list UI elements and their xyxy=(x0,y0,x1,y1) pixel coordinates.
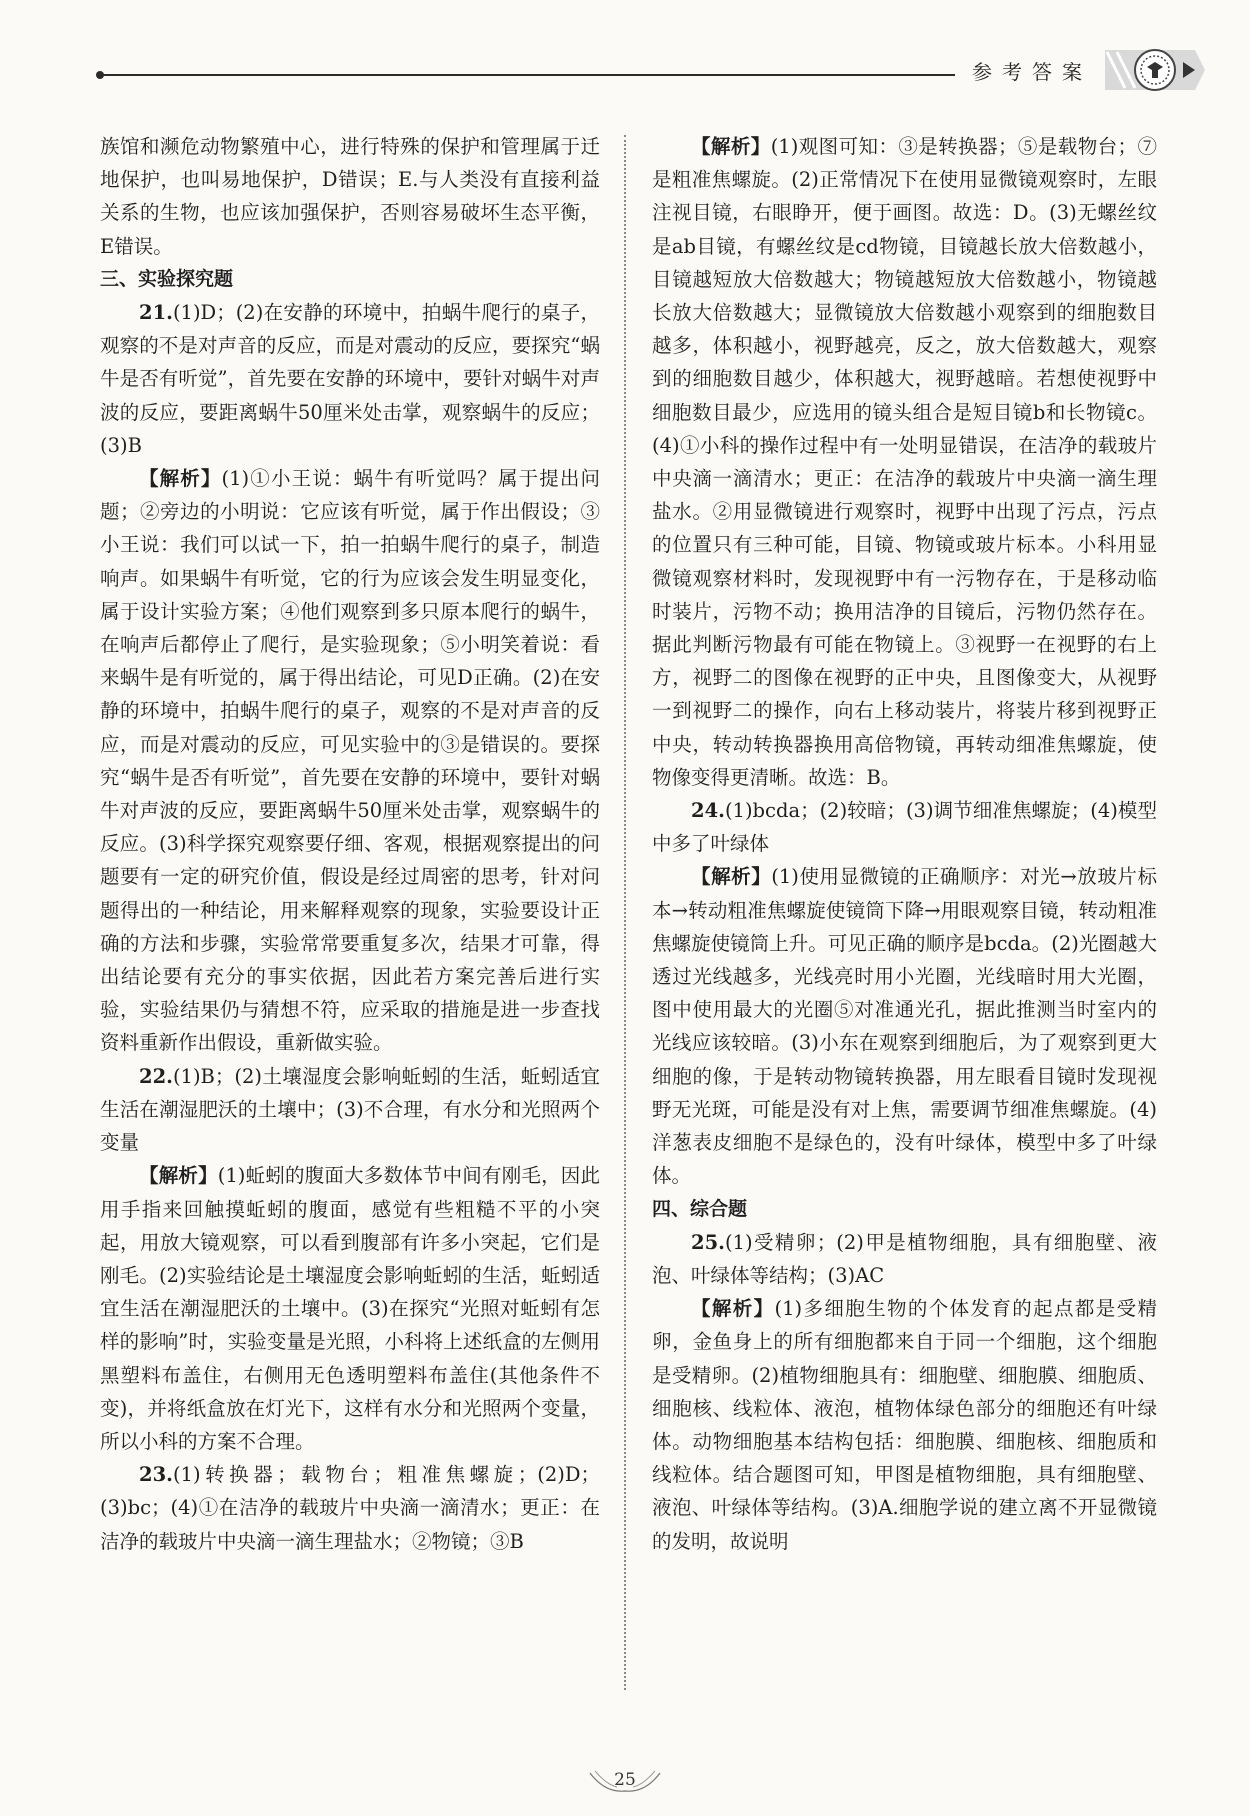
question-number: 23. xyxy=(139,1463,173,1487)
analysis-tag: 【解析】 xyxy=(139,467,222,491)
section-heading: 四、综合题 xyxy=(652,1197,748,1220)
analysis-tag: 【解析】 xyxy=(691,135,771,158)
page-number: 25 xyxy=(614,1770,636,1790)
question-24-explanation xyxy=(652,860,1157,1192)
answer-text: (1)受精卵；(2)甲是植物细胞，具有细胞壁、液泡、叶绿体等结构；(3)AC xyxy=(652,1230,1157,1287)
analysis-tag: 【解析】 xyxy=(139,1164,218,1188)
question-25-explanation xyxy=(652,1292,1157,1558)
analysis-tag: 【解析】 xyxy=(691,865,772,889)
section-heading: 三、实验探究题 xyxy=(100,267,234,290)
column-divider xyxy=(624,135,626,1690)
answer-text: (1)bcda；(2)较暗；(3)调节细准焦螺旋；(4)模型中多了叶绿体 xyxy=(652,799,1157,856)
question-23-explanation xyxy=(652,130,1157,794)
answer-text: (1)D；(2)在安静的环境中，拍蜗牛爬行的桌子，观察的不是对声音的反应，而是对震动的反应，要探究“蜗牛是否有听觉”，首先要在安静的环境中，要针对蜗牛对声波的反应，要距离蜗牛50厘米处击掌，观察蜗牛的反应；(3)B xyxy=(100,301,600,457)
header-emblem-icon xyxy=(1095,40,1205,100)
right-column xyxy=(652,130,1157,1558)
question-21-answer xyxy=(100,296,600,462)
question-number: 24. xyxy=(691,799,725,823)
left-column xyxy=(100,130,600,1558)
explanation-text: (1)使用显微镜的正确顺序：对光→放玻片标本→转动粗准焦螺旋使镜筒下降→用眼观察目镜，转动粗准焦螺旋使镜筒上升。可见正确的顺序是bcda。(2)光圈越大透过光线越多，光线亮时用小光圈，光线暗时用大光圈，图中使用最大的光圈⑤对准通光孔，据此推测当时室内的光线应该较暗。(3)小东在观察到细胞后，为了观察到更大细胞的像，于是转动物镜转换器，用左眼看目镜时发现视野无光斑，可能是没有对上焦，需要调节细准焦螺旋。(4)洋葱表皮细胞不是绿色的，没有叶绿体，模型中多了叶绿体。 xyxy=(652,865,1157,1188)
question-22-answer xyxy=(100,1060,600,1160)
question-22-explanation xyxy=(100,1159,600,1458)
question-number: 25. xyxy=(691,1230,725,1254)
paragraph: 族馆和濒危动物繁殖中心，进行特殊的保护和管理属于迁地保护，也叫易地保护，D错误；E.与人类没有直接利益关系的生物，也应该加强保护，否则容易破坏生态平衡，E错误。 xyxy=(100,135,600,258)
header-title: 参考答案 xyxy=(972,60,1092,84)
question-25-answer xyxy=(652,1226,1157,1292)
question-21-explanation xyxy=(100,462,600,1060)
question-number: 22. xyxy=(139,1064,173,1088)
question-23-answer xyxy=(100,1458,600,1558)
explanation-text: (1)蚯蚓的腹面大多数体节中间有刚毛，因此用手指来回触摸蚯蚓的腹面，感觉有些粗糙不平的小突起，用放大镜观察，可以看到腹部有许多小突起，它们是刚毛。(2)实验结论是土壤湿度会影响蚯蚓的生活，蚯蚓适宜生活在潮湿肥沃的土壤中。(3)在探究“光照对蚯蚓有怎样的影响”时，实验变量是光照，小科将上述纸盒的左侧用黑塑料布盖住，右侧用无色透明塑料布盖住(其他条件不变)，并将纸盒放在灯光下，这样有水分和光照两个变量，所以小科的方案不合理。 xyxy=(100,1164,600,1453)
question-number: 21. xyxy=(139,301,173,325)
answer-text: (1)转换器；载物台；粗准焦螺旋；(2)D；(3)bc；(4)①在洁净的载玻片中央滴一滴清水；更正：在洁净的载玻片中央滴一滴生理盐水；②物镜；③B xyxy=(100,1463,600,1553)
answer-text: (1)B；(2)土壤湿度会影响蚯蚓的生活，蚯蚓适宜生活在潮湿肥沃的土壤中；(3)不合理，有水分和光照两个变量 xyxy=(100,1064,600,1155)
header-line xyxy=(100,74,955,76)
explanation-text: (1)①小王说：蜗牛有听觉吗？属于提出问题；②旁边的小明说：它应该有听觉，属于作出假设；③小王说：我们可以试一下，拍一拍蜗牛爬行的桌子，制造响声。如果蜗牛有听觉，它的行为应该会发生明显变化，属于设计实验方案；④他们观察到多只原本爬行的蜗牛，在响声后都停止了爬行，是实验现象；⑤小明笑着说：看来蜗牛是有听觉的，属于得出结论，可见D正确。(2)在安静的环境中，拍蜗牛爬行的桌子，观察的不是对声音的反应，而是对震动的反应，可见实验中的③是错误的。要探究“蜗牛是否有听觉”，首先要在安静的环境中，要针对蜗牛对声波的反应，要距离蜗牛50厘米处击掌，观察蜗牛的反应。(3)科学探究观察要仔细、客观，根据观察提出的问题要有一定的研究价值，假设是经过周密的思考，针对问题得出的一种结论，用来解释观察的现象，实验要设计正确的方法和步骤，实验常常要重复多次，结果才可靠，得出结论要有充分的事实依据，因此若方案完善后进行实验，实验结果仍与猜想不符，应采取的措施是进一步查找资料重新作出假设，重新做实验。 xyxy=(100,467,600,1055)
header-dot xyxy=(96,71,104,79)
analysis-tag: 【解析】 xyxy=(691,1297,775,1321)
explanation-text: (1)多细胞生物的个体发育的起点都是受精卵，金鱼身上的所有细胞都来自于同一个细胞，这个细胞是受精卵。(2)植物细胞具有：细胞壁、细胞膜、细胞质、细胞核、线粒体、液泡，植物体绿色部分的细胞还有叶绿体。动物细胞基本结构包括：细胞膜、细胞核、细胞质和线粒体。结合题图可知，甲图是植物细胞，具有细胞壁、液泡、叶绿体等结构。(3)A.细胞学说的建立离不开显微镜的发明，故说明 xyxy=(652,1297,1157,1553)
explanation-text: (1)观图可知：③是转换器；⑤是载物台；⑦是粗准焦螺旋。(2)正常情况下在使用显微镜观察时，左眼注视目镜，右眼睁开，便于画图。故选：D。(3)无螺丝纹是ab目镜，有螺丝纹是cd物镜，目镜越长放大倍数越小，目镜越短放大倍数越大；物镜越短放大倍数越小，物镜越长放大倍数越大；显微镜放大倍数越小观察到的细胞数目越多，体积越小，视野越亮，反之，放大倍数越大，观察到的细胞数目越少，体积越大，视野越暗。若想使视野中细胞数目最少，应选用的镜头组合是短目镜b和长物镜c。(4)①小科的操作过程中有一处明显错误，在洁净的载玻片中央滴一滴清水；更正：在洁净的载玻片中央滴一滴生理盐水。②用显微镜进行观察时，视野中出现了污点，污点的位置只有三种可能，目镜、物镜或玻片标本。小科用显微镜观察材料时，发现视野中有一污物存在，于是移动临时装片，污物不动；换用洁净的目镜后，污物仍然存在。据此判断污物最有可能在物镜上。③视野一在视野的右上方，视野二的图像在视野的正中央，且图像变大，从视野一到视野二的操作，向右上移动装片，将装片移到视野正中央，转动转换器换用高倍物镜，再转动细准焦螺旋，使物像变得更清晰。故选：B。 xyxy=(652,135,1157,789)
question-24-answer xyxy=(652,794,1157,860)
